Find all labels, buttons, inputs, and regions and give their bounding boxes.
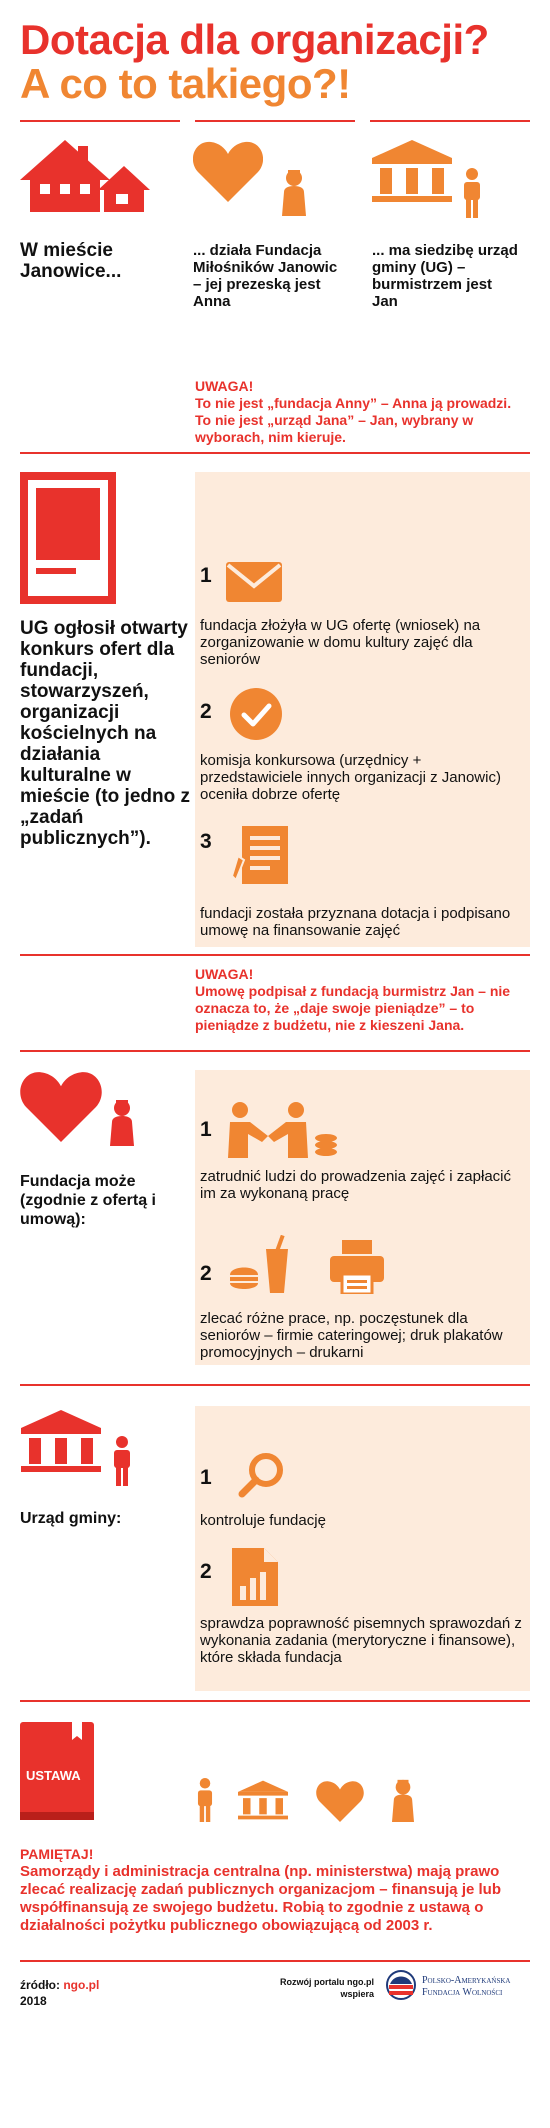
item-1-number: 1: [200, 1118, 212, 1141]
divider: [20, 1050, 530, 1052]
step-3-number: 3: [200, 830, 212, 853]
step-1-text: fundacja złożyła w UG ofertę (wniosek) na zorganizowanie w domu kultury zajęć dla seniorów: [200, 617, 481, 668]
magnifier-icon: [238, 1450, 286, 1498]
divider: [195, 120, 355, 122]
warning-text: To nie jest „fundacja Anny” – Anna ją prowadzi. To nie jest „urząd Jana” – Jan, wybrany w wyborach, nim kieruje.: [195, 395, 512, 445]
woman-icon: [282, 168, 306, 216]
divider: [20, 1700, 530, 1702]
divider: [20, 452, 530, 454]
contest-warning-text: Umowę podpisał z fundacją burmistrz Jan – nie oznacza to, że „daje swoje pieniądze” – to pieniądze z budżetu, nie z kieszeni Jana.: [195, 983, 511, 1033]
heart-icon-small: [316, 1780, 364, 1822]
heart-icon: [193, 140, 263, 202]
item-1-text: zatrudnić ludzi do prowadzenia zajęć i zapłacić im za wykonaną pracę: [200, 1168, 512, 1202]
remember-title: PAMIĘTAJ!: [20, 1846, 94, 1862]
support-text: [270, 1976, 374, 2000]
man-icon-orange: [196, 1778, 214, 1822]
woman-icon-red: [110, 1098, 134, 1146]
foundation-can-label: Fundacja może (zgodnie z ofertą i umową):: [20, 1173, 156, 1228]
support-line-2: wspiera: [340, 1989, 374, 1999]
divider: [20, 954, 530, 956]
handshake-icon: [228, 1100, 338, 1158]
office-text: ... ma siedzibę urząd gminy (UG) – burmistrzem jest Jan: [372, 242, 518, 310]
contest-warning-title: UWAGA!: [195, 966, 254, 982]
divider: [20, 1384, 530, 1386]
partner-line-2: Fundacja Wolności: [422, 1987, 503, 1998]
office-item-1-number: 1: [200, 1466, 212, 1489]
divider: [20, 120, 180, 122]
office-item-1-text: kontroluje fundację: [200, 1512, 326, 1529]
food-icon: [230, 1235, 300, 1293]
title-line-2: A co to takiego?!: [20, 60, 351, 107]
partner-logo-icon: [386, 1970, 416, 2000]
support-line-1: Rozwój portalu ngo.pl: [280, 1977, 374, 1987]
step-3-text: fundacji została przyznana dotacja i podpisano umowę na finansowanie zajęć: [200, 905, 511, 939]
man-icon: [462, 168, 482, 218]
foundation-text: ... działa Fundacja Miłośników Janowic – jej prezeską jest Anna: [193, 242, 338, 310]
divider: [370, 120, 530, 122]
office-item-2-text: sprawdza poprawność pisemnych sprawozdań z wykonania zadania (merytoryczne i finansowe), które składa fundacja: [200, 1615, 522, 1666]
law-book-label: USTAWA: [26, 1768, 81, 1783]
report-icon: [232, 1548, 278, 1606]
man-icon-red: [112, 1436, 132, 1486]
office-item-2-number: 2: [200, 1560, 212, 1583]
contract-icon: [232, 826, 292, 884]
contest-description: UG ogłosił otwarty konkurs ofert dla fundacji, stowarzyszeń, organizacji kościelnych na działania kulturalne w mieście (to jedno z „zadań publicznych”).: [20, 618, 190, 849]
building-icon-red: [20, 1410, 102, 1472]
woman-icon-small: [392, 1778, 414, 1822]
remember-text: Samorządy i administracja centralna (np. ministerstwa) mają prawo zlecać realizację zadań publicznych organizacjom – finansują je lub współfinansują ze swojego budżetu. Robią to zgodnie z ustawą o działalności pożytku publicznego obowiązującą od 2003 r.: [20, 1863, 501, 1934]
building-icon-small: [238, 1780, 288, 1820]
title-line-1: Dotacja dla organizacji?: [20, 16, 489, 63]
partner-line-1: Polsko-Amerykańska: [422, 1975, 511, 1986]
step-2-number: 2: [200, 700, 212, 723]
document-icon: [20, 472, 116, 604]
item-2-text: zlecać różne prace, np. poczęstunek dla seniorów – firmie cateringowej; druk plakatów promocyjnych – drukarni: [200, 1310, 503, 1361]
source-label: źródło:: [20, 1978, 60, 1992]
houses-icon: [20, 140, 150, 215]
step-1-number: 1: [200, 564, 212, 587]
envelope-icon: [226, 562, 282, 602]
item-2-number: 2: [200, 1262, 212, 1285]
office-label: Urząd gminy:: [20, 1510, 122, 1527]
heart-icon-red: [20, 1070, 102, 1142]
step-2-text: komisja konkursowa (urzędnicy + przedstawiciele innych organizacji z Janowic) oceniła dobrze ofertę: [200, 752, 501, 803]
source-year: 2018: [20, 1994, 47, 2008]
printer-icon: [330, 1240, 384, 1294]
checkmark-icon: [230, 688, 282, 740]
source-line: [20, 1978, 99, 1992]
divider: [20, 1960, 530, 1962]
town-text: W mieście Janowice...: [20, 240, 122, 282]
building-icon: [372, 140, 452, 202]
source-link[interactable]: ngo.pl: [63, 1978, 100, 1992]
partner-name: [422, 1975, 510, 1999]
warning-title: UWAGA!: [195, 378, 254, 394]
